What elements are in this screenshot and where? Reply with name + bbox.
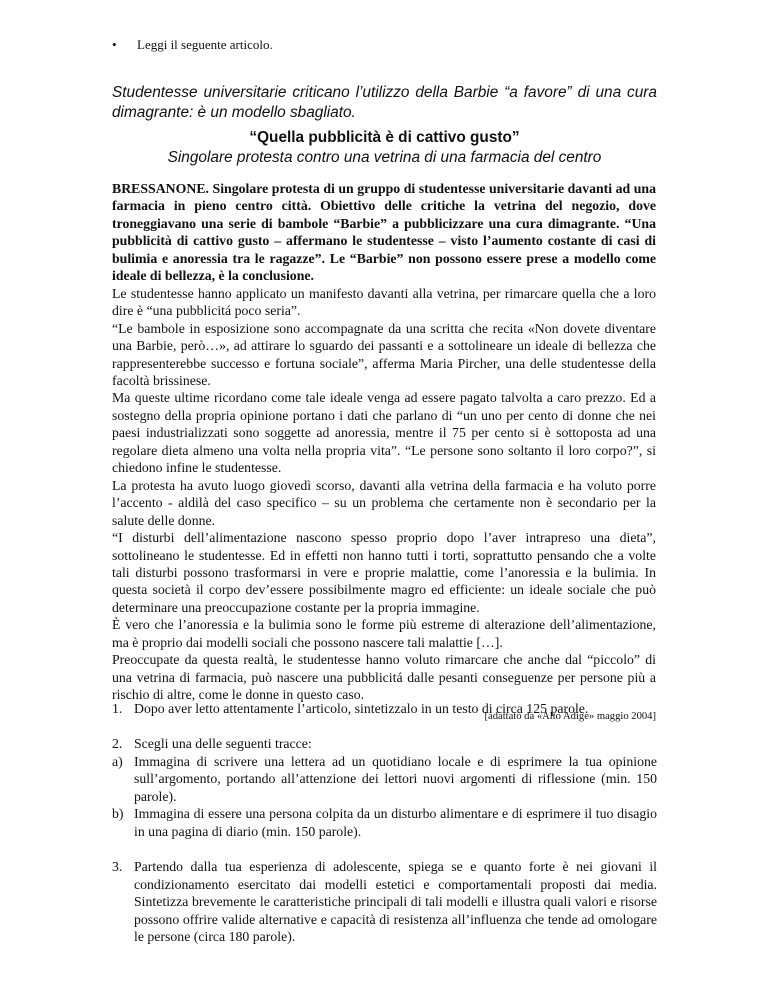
option-letter: b): [112, 806, 124, 822]
option-letter: a): [112, 753, 123, 769]
article-headline: Studentesse universitarie criticano l’utilizzo della Barbie “a favore” di una cura dimagrante: è un modello sbagliato.: [112, 84, 657, 121]
intro-text: Leggi il seguente articolo.: [137, 37, 273, 52]
option-text: Immagina di scrivere una lettera ad un quotidiano locale e di esprimere la tua opinione sull’argomento, portando all’attenzione dei lettori nuovi argomenti di riflessione (min. 150 parole).: [134, 753, 657, 804]
question-text: Scegli una delle seguenti tracce:: [134, 736, 312, 752]
question-1: [112, 700, 657, 717]
question-number: 2.: [112, 736, 123, 752]
article-paragraph: “I disturbi dell’alimentazione nascono spesso proprio dopo l’aver intrapreso una dieta”, sottolineano le studentesse. Ed in effetti non hanno tutti i torti, soprattutto pensando che a volte tali disturbi possono trasformarsi in vere e proprie malattie, come l’anoressia e la bulimia. In questa società il corpo dev’essere possibilmente magro ed efficiente: un ideale sociale che può determinare una preoccupazione costante per la propria immagine.: [112, 530, 656, 615]
question-2-intro: [112, 735, 657, 752]
article-paragraph: Ma queste ultime ricordano come tale ideale venga ad essere pagato talvolta a caro prezzo. Ed a sostegno della propria opinione portano i dati che parlano di “un uno per cento di donne che nei paesi industrializzati sono soggette ad anoressia, mentre il 75 per cento si è sottoposta ad una regolare dieta almeno una volta nella propria vita”. “Le persone sono soltanto il loro corpo?”, si chiedono infine le studentesse.: [112, 390, 656, 476]
question-number: 3.: [112, 859, 123, 875]
option-text: Immagina di essere una persona colpita da un disturbo alimentare e di esprimere il tuo disagio in una pagina di diario (min. 150 parole).: [134, 806, 657, 839]
intro-instruction: [112, 37, 273, 53]
article-paragraph: Preoccupate da questa realtà, le studentesse hanno voluto rimarcare che anche dal “piccolo” di una vetrina di farmacia, può nascere una pubblicitá dalle pesanti conseguenze per persone più a rischio di altre, come le donne in questo caso.: [112, 652, 656, 703]
question-text: Partendo dalla tua esperienza di adolescente, spiega se e quanto forte è nei giovani il condizionamento esercitato dai modelli estetici e comportamentali proposti dai media. Sintetizza brevemente le caratteristiche principali di tali modelli e illustra quali valori e risorse possono offrire valide alternative e capacità di resistenza all’influenza che tende ad omologare le persone (circa 180 parole).: [134, 859, 657, 944]
bullet-icon: •: [112, 37, 117, 52]
article-paragraph: Le studentesse hanno applicato un manifesto davanti alla vetrina, per rimarcare quella che a loro dire è “una pubblicitá poco seria”.: [112, 285, 656, 319]
question-number: 1.: [112, 701, 123, 716]
article-paragraph: È vero che l’anoressia e la bulimia sono le forme più estreme di alterazione dell’alimentazione, ma è proprio dai modelli sociali che possono nascere tali malattie […].: [112, 617, 656, 650]
question-3: [112, 858, 657, 945]
article-source: [adattato da «Alto Adige» maggio 2004]: [484, 710, 656, 722]
article-subtitle: Singolare protesta contro una vetrina di una farmacia del centro: [167, 149, 602, 166]
question-2-option-b: [112, 805, 657, 840]
question-2-option-a: [112, 753, 657, 805]
article-title-block: [112, 128, 657, 168]
article-paragraph: La protesta ha avuto luogo giovedì scorso, davanti alla vetrina della farmacia e ha voluto porre l’accento - aldilà del caso specifico – su un problema che certamente non è secondario per la salute delle donne.: [112, 477, 656, 528]
article-lead: BRESSANONE. Singolare protesta di un gruppo di studentesse universitarie davanti ad una farmacia in pieno centro città. Obiettivo delle critiche la vetrina del negozio, dove troneggiavano una serie di bambole “Barbie” a pubblicizzare una cura dimagrante. “Una pubblicità di cattivo gusto – affermano le studentesse – visto l’aumento costante di casi di bulimia e anoressia tra le ragazze”. Le “Barbie” non possono essere prese a modello come ideale di bellezza, è la conclusione.: [112, 181, 656, 284]
article-body: [112, 180, 656, 725]
article-title: “Quella pubblicità è di cattivo gusto”: [249, 129, 520, 146]
exercise-questions: [112, 700, 657, 963]
question-2: [112, 735, 657, 840]
question-text: Dopo aver letto attentamente l’articolo, sintetizzalo in un testo di circa 125 parole.: [134, 701, 589, 716]
article-paragraph: “Le bambole in esposizione sono accompagnate da una scritta che recita «Non dovete diventare una Barbie, però…», ad attirare lo sguardo dei passanti e a sottolineare un ideale di bellezza che rappresenterebbe successo e fortuna sociale”, afferma Maria Pircher, una delle studentesse della facoltà brissinese.: [112, 320, 656, 388]
